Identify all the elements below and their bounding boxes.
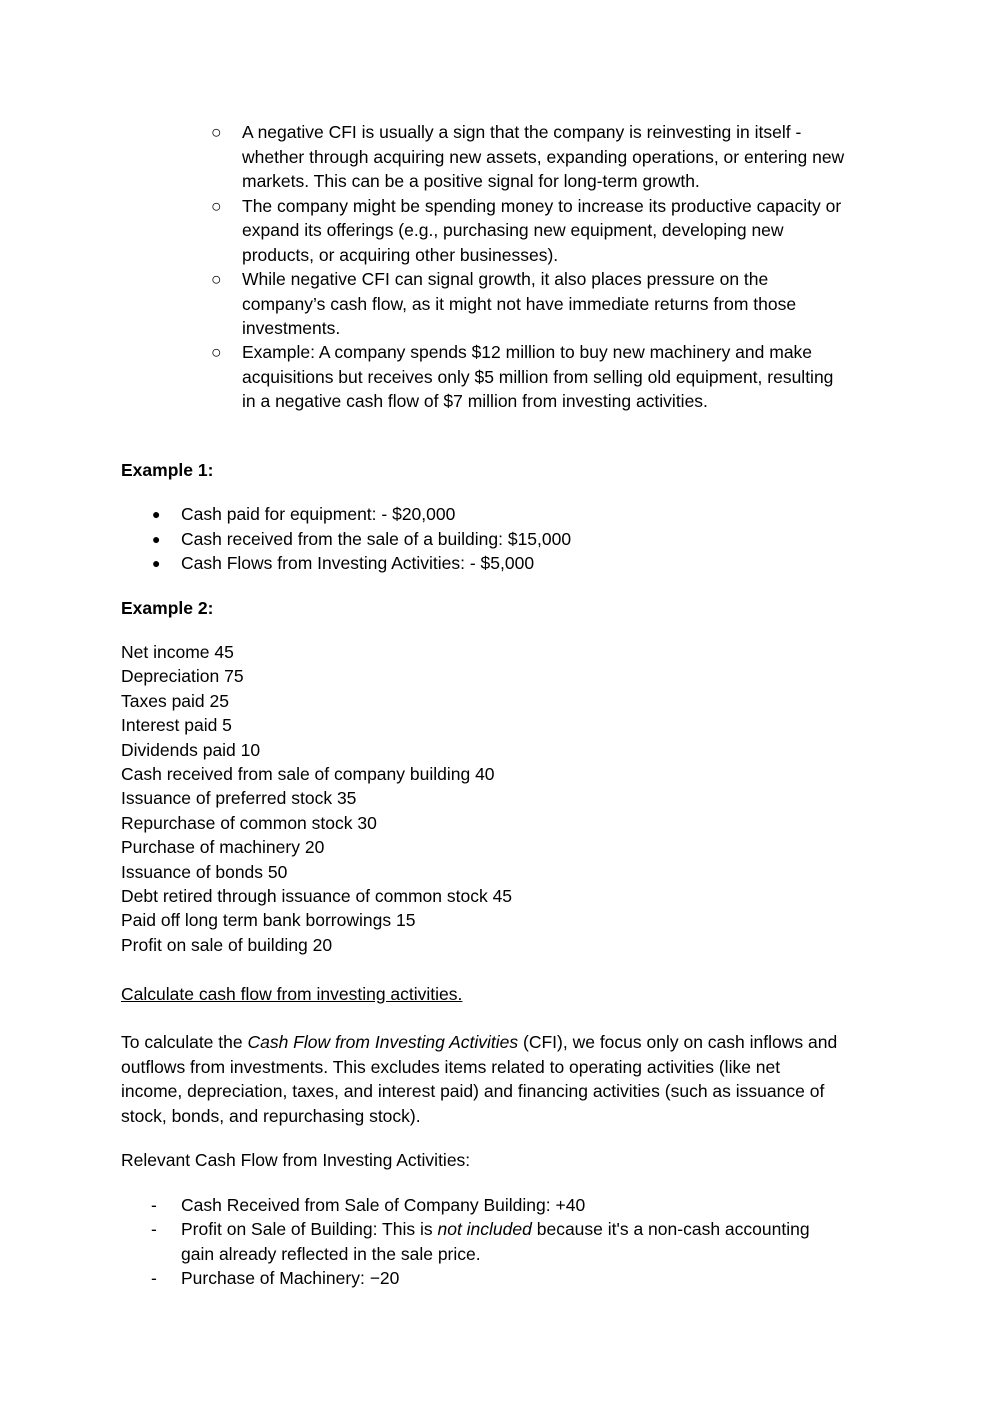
- hollow-bullet-icon: ○: [211, 196, 222, 216]
- list-item: Net income 45: [121, 642, 234, 662]
- text-span: (CFI), we focus only on cash inflows and: [518, 1032, 838, 1052]
- bullet-icon: ●: [152, 531, 161, 547]
- paragraph-line: outflows from investments. This excludes items related to operating activities (like net: [121, 1057, 781, 1077]
- list-item: Repurchase of common stock 30: [121, 813, 377, 833]
- list-item: Issuance of preferred stock 35: [121, 788, 357, 808]
- list-item: Issuance of bonds 50: [121, 862, 288, 882]
- italic-term: not included: [437, 1219, 532, 1239]
- italic-term: Cash Flow from Investing Activities: [247, 1032, 519, 1052]
- list-item: Debt retired through issuance of common stock 45: [121, 886, 513, 906]
- list-item: Cash Flows from Investing Activities: - $5,000: [181, 553, 535, 573]
- hollow-bullet-icon: ○: [211, 342, 222, 362]
- list-item: Purchase of machinery 20: [121, 837, 325, 857]
- list-item-line: expand its offerings (e.g., purchasing new equipment, developing new: [242, 220, 784, 240]
- list-item-line: gain already reflected in the sale price.: [181, 1244, 481, 1264]
- list-item-line: in a negative cash flow of $7 million from investing activities.: [242, 391, 708, 411]
- text-span: To calculate the: [121, 1032, 248, 1052]
- hollow-bullet-icon: ○: [211, 122, 222, 142]
- list-item-line: acquisitions but receives only $5 million from selling old equipment, resulting: [242, 367, 834, 387]
- text-span: Profit on Sale of Building: This is: [181, 1219, 438, 1239]
- list-item-line: A negative CFI is usually a sign that the company is reinvesting in itself -: [242, 122, 802, 142]
- list-item: Profit on sale of building 20: [121, 935, 333, 955]
- example-2-heading: Example 2:: [121, 598, 214, 618]
- relevant-heading: Relevant Cash Flow from Investing Activities:: [121, 1150, 471, 1170]
- list-item-line: investments.: [242, 318, 341, 338]
- dash-bullet-icon: -: [151, 1219, 157, 1239]
- example-1-heading: Example 1:: [121, 460, 214, 480]
- list-item: Taxes paid 25: [121, 691, 229, 711]
- list-item: Cash paid for equipment: - $20,000: [181, 504, 456, 524]
- list-item: Cash received from the sale of a building: $15,000: [181, 529, 572, 549]
- list-item: Cash Received from Sale of Company Building: +40: [181, 1195, 586, 1215]
- dash-bullet-icon: -: [151, 1195, 157, 1215]
- list-item: Dividends paid 10: [121, 740, 261, 760]
- bullet-icon: ●: [152, 555, 161, 571]
- list-item-line: products, or acquiring other businesses).: [242, 245, 559, 265]
- list-item: [181, 1217, 810, 1241]
- paragraph-line: [121, 1030, 837, 1054]
- bullet-icon: ●: [152, 506, 161, 522]
- text-span: because it's a non-cash accounting: [531, 1219, 810, 1239]
- paragraph-line: stock, bonds, and repurchasing stock).: [121, 1106, 421, 1126]
- list-item-line: company’s cash flow, as it might not have immediate returns from those: [242, 294, 797, 314]
- list-item: Depreciation 75: [121, 666, 244, 686]
- list-item-line: whether through acquiring new assets, expanding operations, or entering new: [242, 147, 845, 167]
- list-item-line: While negative CFI can signal growth, it also places pressure on the: [242, 269, 769, 289]
- list-item: Cash received from sale of company building 40: [121, 764, 495, 784]
- list-item-line: Example: A company spends $12 million to buy new machinery and make: [242, 342, 813, 362]
- paragraph-line: income, depreciation, taxes, and interest paid) and financing activities (such as issuance of: [121, 1081, 825, 1101]
- hollow-bullet-icon: ○: [211, 269, 222, 289]
- list-item-line: markets. This can be a positive signal for long-term growth.: [242, 171, 700, 191]
- list-item: Purchase of Machinery: −20: [181, 1268, 400, 1288]
- question-text: Calculate cash flow from investing activities.: [121, 984, 463, 1004]
- list-item: Paid off long term bank borrowings 15: [121, 910, 416, 930]
- list-item: Interest paid 5: [121, 715, 232, 735]
- dash-bullet-icon: -: [151, 1268, 157, 1288]
- list-item-line: The company might be spending money to increase its productive capacity or: [242, 196, 842, 216]
